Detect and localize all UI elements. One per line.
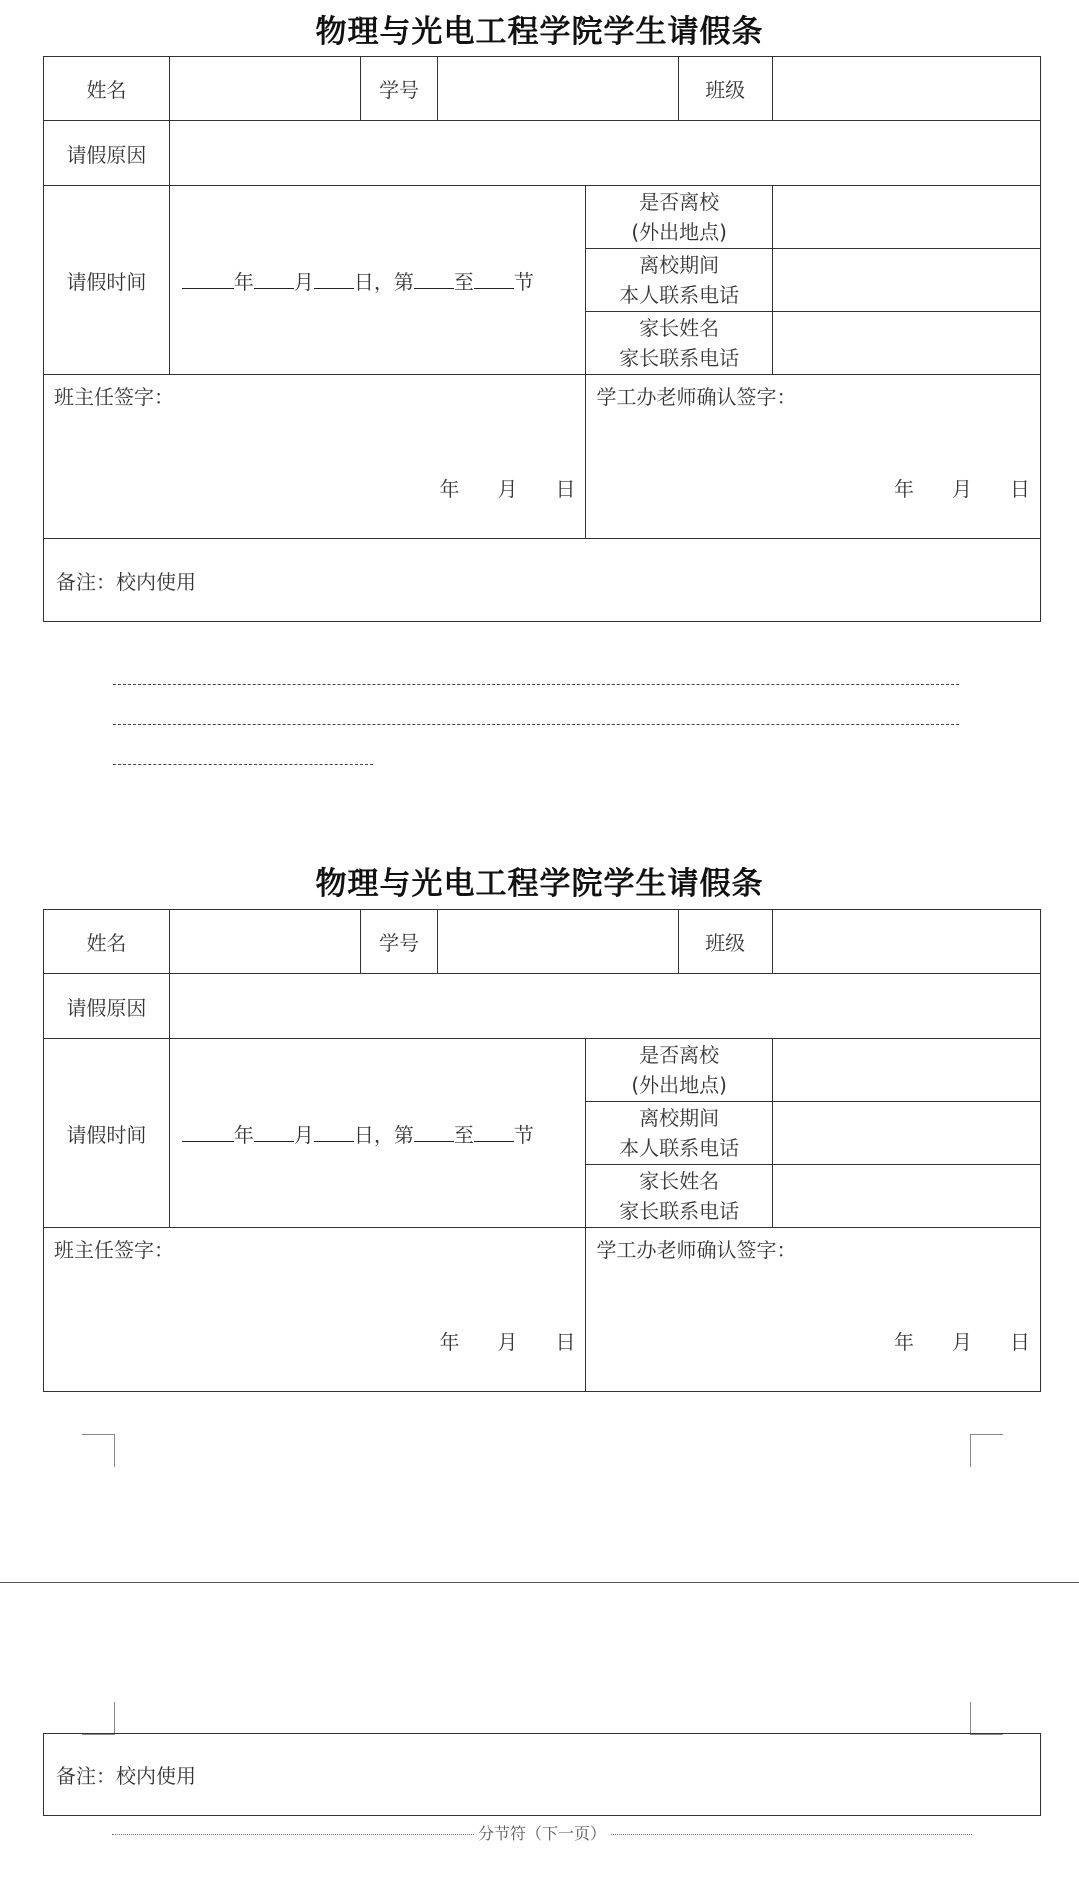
reason-label: 请假原因: [44, 974, 170, 1039]
teacher-sign-label: 班主任签字：: [54, 1238, 174, 1262]
reason-label: 请假原因: [44, 121, 170, 186]
parent-label: [586, 1165, 772, 1228]
year-mark: 年: [894, 1330, 914, 1354]
parent-line1: 家长姓名: [639, 1169, 720, 1193]
leave-school-line1: 是否离校: [639, 190, 720, 214]
name-field[interactable]: [169, 910, 360, 974]
teacher-sign-date: [401, 473, 575, 502]
period-unit: 节: [513, 269, 534, 294]
office-sign-label: 学工办老师确认签字：: [596, 1238, 797, 1262]
parent-field[interactable]: [772, 1165, 1040, 1228]
phone-label: [586, 1102, 772, 1165]
leave-school-label: [586, 1039, 772, 1102]
day-unit: 日，第: [353, 1122, 414, 1147]
form2-title: 物理与光电工程学院学生请假条: [315, 866, 764, 902]
name-label: 姓名: [44, 910, 170, 974]
section-break: [112, 1822, 972, 1846]
leave-form-2: [43, 909, 1041, 1392]
crop-mark-top-left: [82, 1702, 115, 1735]
phone-field[interactable]: [772, 1102, 1040, 1165]
class-field[interactable]: [772, 57, 1040, 121]
to-unit: 至: [453, 1122, 474, 1147]
year-mark: 年: [894, 477, 914, 501]
name-label: 姓名: [44, 57, 170, 121]
parent-line2: 家长联系电话: [619, 1199, 740, 1223]
section-break-label: 分节符（下一页）: [474, 1822, 610, 1846]
date-range-field[interactable]: [169, 1039, 586, 1228]
teacher-sign-date: [401, 1326, 575, 1355]
remark: 备注：校内使用: [44, 1734, 1041, 1816]
year-mark: 年: [439, 477, 460, 501]
day-unit: 日，第: [353, 269, 414, 294]
class-field[interactable]: [772, 910, 1040, 974]
leave-school-line2: (外出地点): [631, 220, 727, 244]
teacher-sign-area[interactable]: [44, 375, 586, 539]
cut-line-2: [113, 724, 959, 725]
form1-title: 物理与光电工程学院学生请假条: [315, 14, 764, 50]
office-sign-date: [856, 473, 1030, 502]
leave-school-field[interactable]: [772, 186, 1040, 249]
month-mark: 月: [497, 477, 518, 501]
leave-school-label: [586, 186, 772, 249]
time-label: 请假时间: [44, 186, 170, 375]
page-separator: [0, 1582, 1079, 1583]
student-id-field[interactable]: [438, 910, 679, 974]
parent-label: [586, 312, 772, 375]
leave-school-field[interactable]: [772, 1039, 1040, 1102]
phone-field[interactable]: [772, 249, 1040, 312]
month-unit: 月: [293, 269, 314, 294]
class-label: 班级: [678, 57, 772, 121]
to-unit: 至: [453, 269, 474, 294]
teacher-sign-label: 班主任签字：: [54, 385, 174, 409]
office-sign-area[interactable]: [586, 1228, 1041, 1392]
reason-field[interactable]: [169, 974, 1040, 1039]
year-mark: 年: [439, 1330, 460, 1354]
year-unit: 年: [233, 1122, 254, 1147]
crop-mark-top-right: [970, 1702, 1003, 1735]
remark: 备注：校内使用: [44, 539, 1041, 622]
leave-form-1: [43, 56, 1041, 622]
parent-line2: 家长联系电话: [619, 346, 740, 370]
cut-line-1: [113, 684, 959, 685]
leave-form-2-remark: [43, 1733, 1041, 1816]
phone-line1: 离校期间: [639, 253, 720, 277]
leave-school-line1: 是否离校: [639, 1043, 720, 1067]
date-range-field[interactable]: [169, 186, 586, 375]
time-label: 请假时间: [44, 1039, 170, 1228]
period-unit: 节: [513, 1122, 534, 1147]
phone-line2: 本人联系电话: [619, 1136, 740, 1160]
parent-field[interactable]: [772, 312, 1040, 375]
office-sign-area[interactable]: [586, 375, 1041, 539]
office-sign-date: [856, 1326, 1030, 1355]
day-mark: 日: [1010, 477, 1030, 501]
year-unit: 年: [233, 269, 254, 294]
student-id-label: 学号: [361, 57, 438, 121]
class-label: 班级: [678, 910, 772, 974]
month-unit: 月: [293, 1122, 314, 1147]
cut-line-3: [113, 764, 373, 765]
reason-field[interactable]: [169, 121, 1040, 186]
day-mark: 日: [555, 477, 576, 501]
phone-line1: 离校期间: [639, 1106, 720, 1130]
name-field[interactable]: [169, 57, 360, 121]
parent-line1: 家长姓名: [639, 316, 720, 340]
phone-label: [586, 249, 772, 312]
month-mark: 月: [497, 1330, 518, 1354]
leave-school-line2: (外出地点): [631, 1073, 727, 1097]
phone-line2: 本人联系电话: [619, 283, 740, 307]
crop-mark-bottom-left: [82, 1434, 115, 1467]
student-id-label: 学号: [361, 910, 438, 974]
student-id-field[interactable]: [438, 57, 679, 121]
day-mark: 日: [555, 1330, 576, 1354]
crop-mark-bottom-right: [970, 1434, 1003, 1467]
day-mark: 日: [1010, 1330, 1030, 1354]
month-mark: 月: [952, 477, 972, 501]
office-sign-label: 学工办老师确认签字：: [596, 385, 797, 409]
teacher-sign-area[interactable]: [44, 1228, 586, 1392]
month-mark: 月: [952, 1330, 972, 1354]
